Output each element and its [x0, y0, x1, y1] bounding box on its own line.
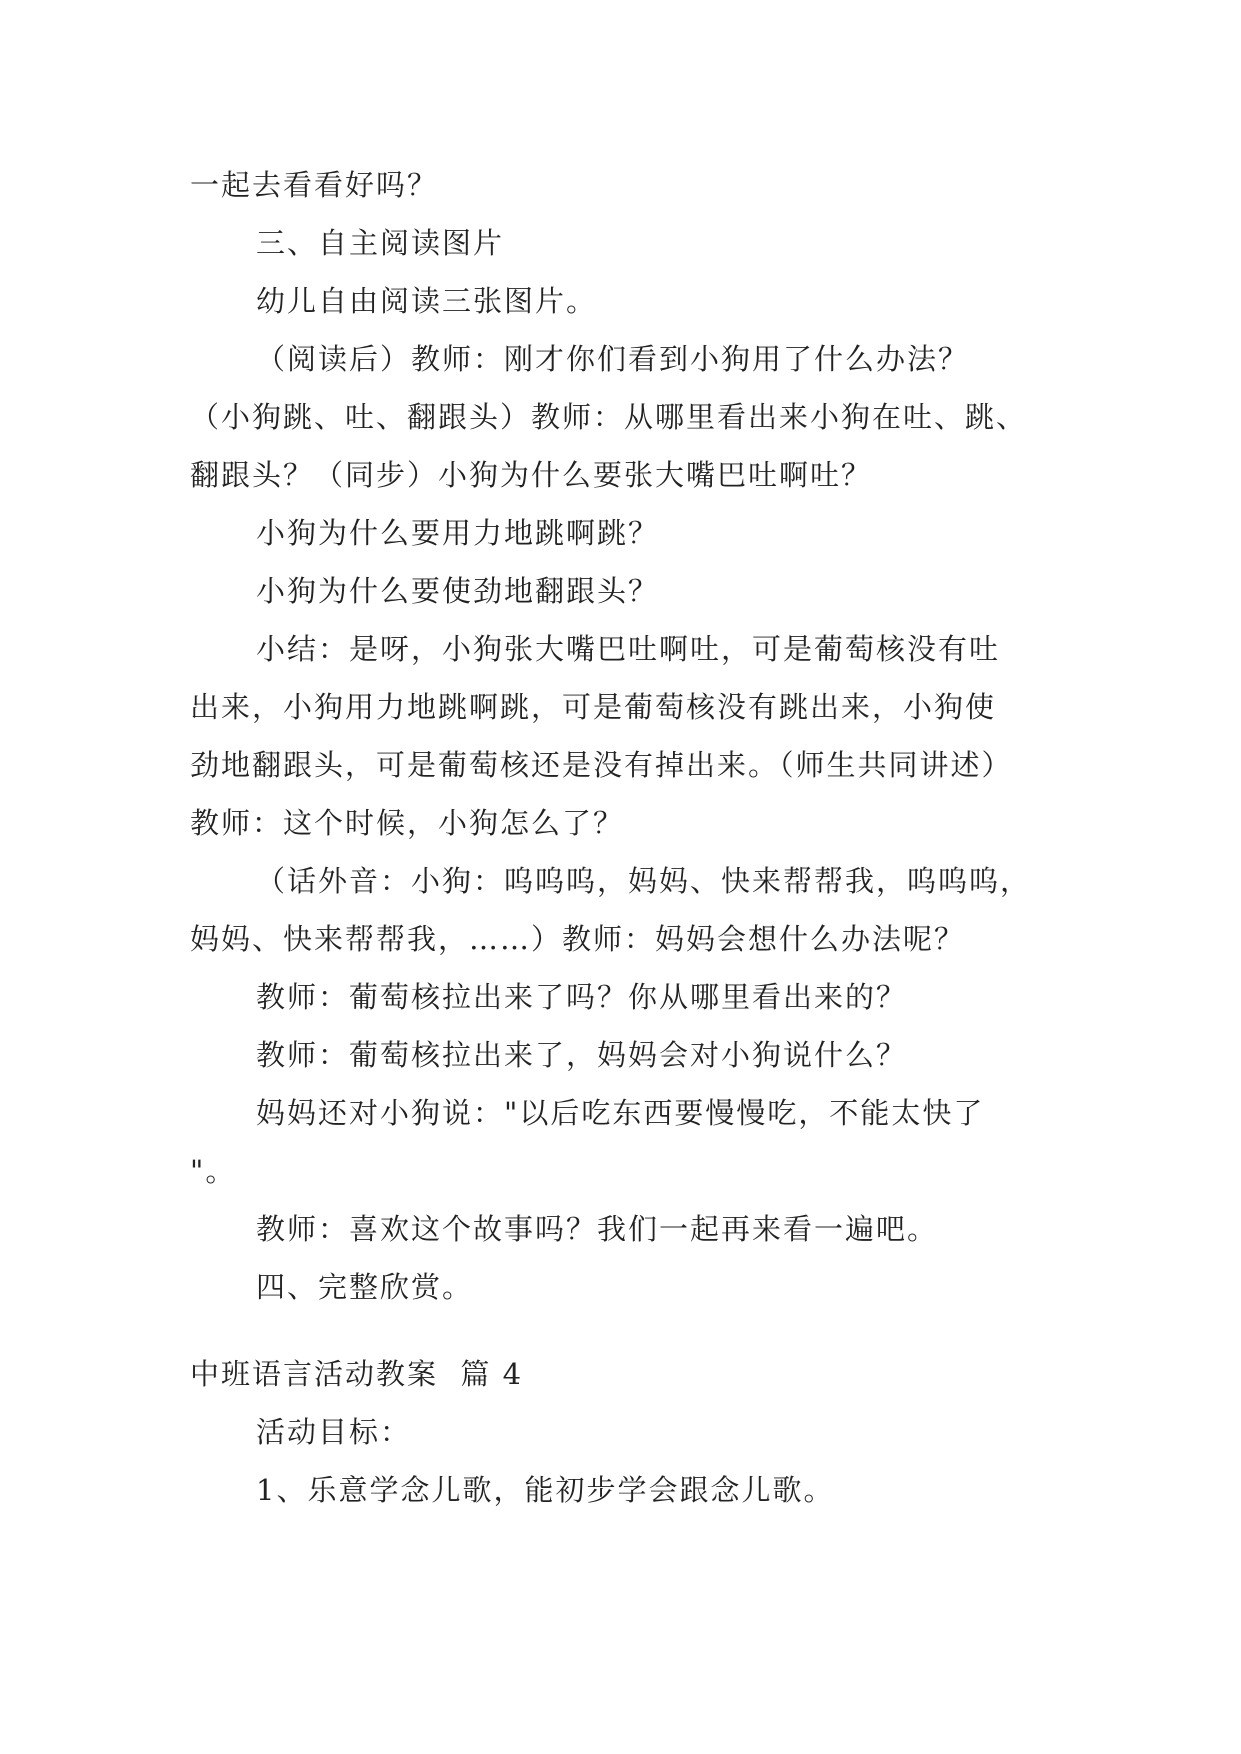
- section-spacer: [190, 1316, 1070, 1345]
- paragraph-line: （话外音：小狗：呜呜呜，妈妈、快来帮帮我，呜呜呜，: [256, 864, 1032, 898]
- paragraph-line: 妈妈、快来帮帮我，……）教师：妈妈会想什么办法呢？: [190, 922, 966, 956]
- paragraph-line: 教师：葡萄核拉出来了吗？你从哪里看出来的？: [256, 980, 908, 1014]
- paragraph-line: 劲地翻跟头，可是葡萄核还是没有掉出来。（师生共同讲述）: [190, 748, 1013, 782]
- article-title: 中班语言活动教案 篇 4: [190, 1357, 524, 1391]
- paragraph-line: 翻跟头？（同步）小狗为什么要张大嘴巴吐啊吐？: [190, 458, 873, 492]
- paragraph-line: 小结：是呀，小狗张大嘴巴吐啊吐，可是葡萄核没有吐: [256, 632, 1001, 666]
- list-item: 1、乐意学念儿歌，能初步学会跟念儿歌。: [256, 1473, 835, 1507]
- section-heading: 三、自主阅读图片: [256, 226, 505, 260]
- paragraph-line: （阅读后）教师：刚才你们看到小狗用了什么办法？: [256, 342, 970, 376]
- paragraph-line: 小狗为什么要使劲地翻跟头？: [256, 574, 660, 608]
- paragraph-line: 教师：葡萄核拉出来了，妈妈会对小狗说什么？: [256, 1038, 908, 1072]
- paragraph-line: 出来，小狗用力地跳啊跳，可是葡萄核没有跳出来，小狗使: [190, 690, 997, 724]
- paragraph-line: 教师：这个时候，小狗怎么了？: [190, 806, 625, 840]
- section-heading: 四、完整欣赏。: [256, 1270, 474, 1304]
- paragraph-line: "。: [190, 1154, 237, 1188]
- paragraph-line: 一起去看看好吗？: [190, 168, 439, 202]
- paragraph-line: （小狗跳、吐、翻跟头）教师：从哪里看出来小狗在吐、跳、: [190, 400, 1028, 434]
- section-heading: 活动目标：: [256, 1415, 412, 1449]
- document-page: [190, 156, 1070, 1519]
- paragraph-line: 幼儿自由阅读三张图片。: [256, 284, 598, 318]
- paragraph-line: 小狗为什么要用力地跳啊跳？: [256, 516, 660, 550]
- paragraph-line: 妈妈还对小狗说："以后吃东西要慢慢吃，不能太快了: [256, 1096, 985, 1130]
- paragraph-line: 教师：喜欢这个故事吗？我们一起再来看一遍吧。: [256, 1212, 939, 1246]
